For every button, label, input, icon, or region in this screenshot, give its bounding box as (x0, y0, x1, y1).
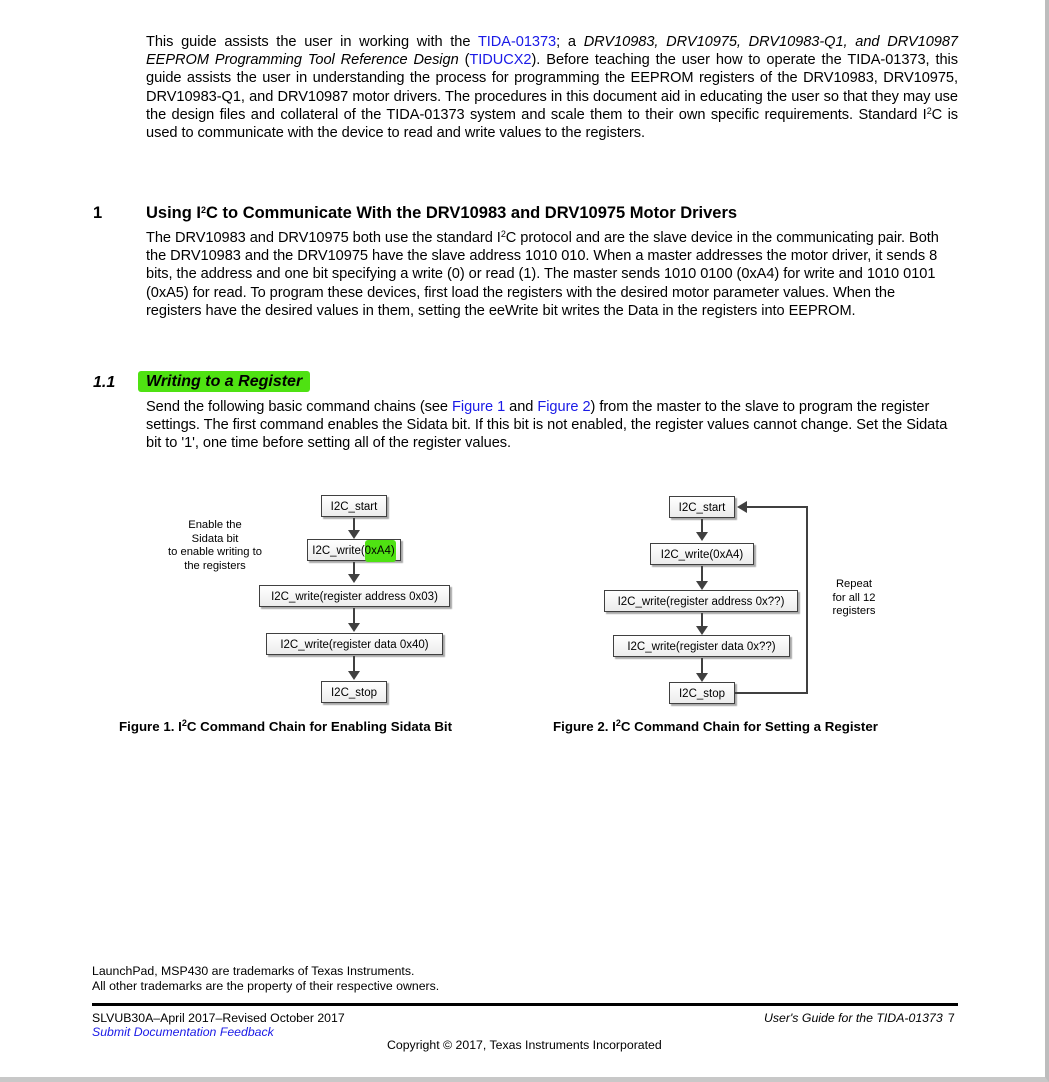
caption-text: C Command Chain for Enabling Sidata Bit (186, 719, 453, 734)
flow-arrow (701, 613, 703, 633)
trademark-line: All other trademarks are the property of their respective owners. (92, 978, 440, 993)
intro-text: ( (458, 52, 470, 69)
heading-text: Using I (146, 204, 202, 222)
superscript: 2 (181, 718, 187, 728)
section-heading (146, 204, 737, 223)
footer-guide-title: User's Guide for the TIDA-01373 (764, 1011, 943, 1025)
node-label: I2C_write(register address 0x??) (617, 596, 785, 608)
loop-connector-bottom (735, 692, 808, 694)
intro-text: C is used to communicate with the device to read and write values to the registers. (146, 106, 959, 142)
note-line: to enable writing to (168, 546, 262, 558)
flow-arrow (353, 656, 355, 678)
flow-arrow (353, 608, 355, 630)
flow-arrow (701, 519, 703, 539)
loop-connector-right (806, 506, 808, 694)
node-label: I2C_write(register address 0x03) (271, 591, 438, 603)
figure-2-caption (553, 719, 878, 734)
flow-arrow (701, 566, 703, 588)
intro-text: ). Before teaching the user how to operate the TIDA-01373, this guide assists the user in understanding the process for programming the EEPROM registers of the DRV10983, DRV10975, DRV10983-Q1, and DRV10987 motor drivers. The procedures in this document aid in educating the user so that they may use the design files and collateral of the TIDA-01373 system and scale them to their own specific requirements. Standard I (146, 52, 958, 123)
section1-1-paragraph (146, 398, 958, 453)
body-text: Send the following basic command chains (see (146, 399, 453, 415)
page-number: 7 (948, 1011, 955, 1025)
section1-paragraph (146, 229, 946, 320)
figure-1-note (155, 519, 275, 573)
intro-text: ; a (556, 34, 584, 50)
trademark-notice (92, 964, 439, 993)
note-line: for all 12 (832, 591, 876, 604)
caption-text: C Command Chain for Setting a Register (620, 719, 878, 734)
flow-node-write-address (307, 539, 401, 561)
caption-text: Figure 1. I (119, 719, 182, 734)
footer-rule (92, 1003, 958, 1006)
flow-node-stop (669, 682, 735, 704)
body-text: C protocol and are the slave device in the communicating pair. Both the DRV10983 and the DRV10975 have the slave address 1010 010. When a master addresses the motor driver, it sends 8 bits, the address and one bit specifying a write (0) or read (1). The master sends 1010 0100 (0xA4) for write and 1010 0101 (0xA5) for read. To program these devices, first load the registers with the desired motor parameter values. When the registers have the desired values in them, setting the eeWrite bit writes the Data in the registers into EEPROM. (146, 230, 939, 319)
footer-doc-id: SLVUB30A–April 2017–Revised October 2017 (92, 1011, 345, 1025)
trademark-line: LaunchPad, MSP430 are trademarks of Texas Instruments. (92, 964, 415, 978)
flow-node-write-address (650, 543, 754, 565)
body-text: The DRV10983 and DRV10975 both use the standard I (146, 230, 501, 246)
tiducx2-link[interactable]: TIDUCX2 (469, 52, 532, 69)
node-label: I2C_write(register data 0x??) (627, 641, 776, 653)
node-label: I2C_write( (312, 545, 365, 557)
note-line: the registers (184, 559, 246, 572)
superscript: 2 (201, 205, 207, 215)
flow-node-register-address (259, 585, 450, 607)
note-line: Repeat (835, 578, 873, 590)
figure-2-link[interactable]: Figure 2 (537, 399, 591, 415)
intro-text: This guide assists the user in working with the (146, 34, 478, 50)
copyright-notice: Copyright © 2017, Texas Instruments Incorporated (387, 1038, 662, 1052)
node-label: I2C_start (678, 502, 726, 514)
flow-arrow (701, 658, 703, 680)
flow-node-start (321, 495, 387, 517)
body-text: and (505, 399, 538, 415)
note-line: Sidata bit (191, 532, 239, 545)
superscript: 2 (615, 718, 621, 728)
figure-2-note (818, 578, 890, 619)
reference-design-title: DRV10983, DRV10975, DRV10983-Q1, and DRV10987 EEPROM Programming Tool Reference Design (146, 34, 958, 69)
note-line: registers (832, 605, 876, 617)
body-text: ) from the master to the slave to program the register settings. The first command enables the Sidata bit. If this bit is not enabled, the register values cannot change. Set the Sidata bit to '1', one time before setting all of the register values. (146, 399, 948, 452)
node-label: I2C_stop (678, 688, 726, 700)
superscript: 2 (926, 105, 932, 116)
figure-1-link[interactable]: Figure 1 (452, 399, 506, 415)
node-label: I2C_stop (330, 687, 378, 699)
note-line: Enable the (188, 519, 242, 531)
highlighted-value: 0xA4) (365, 540, 396, 562)
flow-arrow (353, 518, 355, 537)
flow-node-start (669, 496, 735, 518)
flow-arrow (353, 562, 355, 581)
flow-node-register-address (604, 590, 798, 612)
node-label: I2C_write(register data 0x40) (280, 639, 429, 651)
heading-text: C to Communicate With the DRV10983 and DRV10975 Motor Drivers (206, 204, 738, 222)
flow-node-register-data (266, 633, 443, 655)
tida-01373-link[interactable]: TIDA-01373 (477, 34, 557, 50)
superscript: 2 (500, 229, 506, 239)
node-label: I2C_write(0xA4) (660, 549, 744, 561)
loop-connector-top (746, 506, 808, 508)
subsection-number: 1.1 (93, 374, 116, 391)
figure-1-caption (119, 719, 452, 734)
submit-feedback-link[interactable]: Submit Documentation Feedback (92, 1025, 274, 1039)
loop-arrowhead-icon (737, 501, 747, 513)
section-number: 1 (93, 204, 103, 222)
subsection-heading-highlighted: Writing to a Register (138, 371, 310, 392)
caption-text: Figure 2. I (553, 719, 616, 734)
node-label: I2C_start (330, 501, 378, 513)
flow-node-register-data (613, 635, 790, 657)
flow-node-stop (321, 681, 387, 703)
intro-paragraph (146, 33, 958, 142)
